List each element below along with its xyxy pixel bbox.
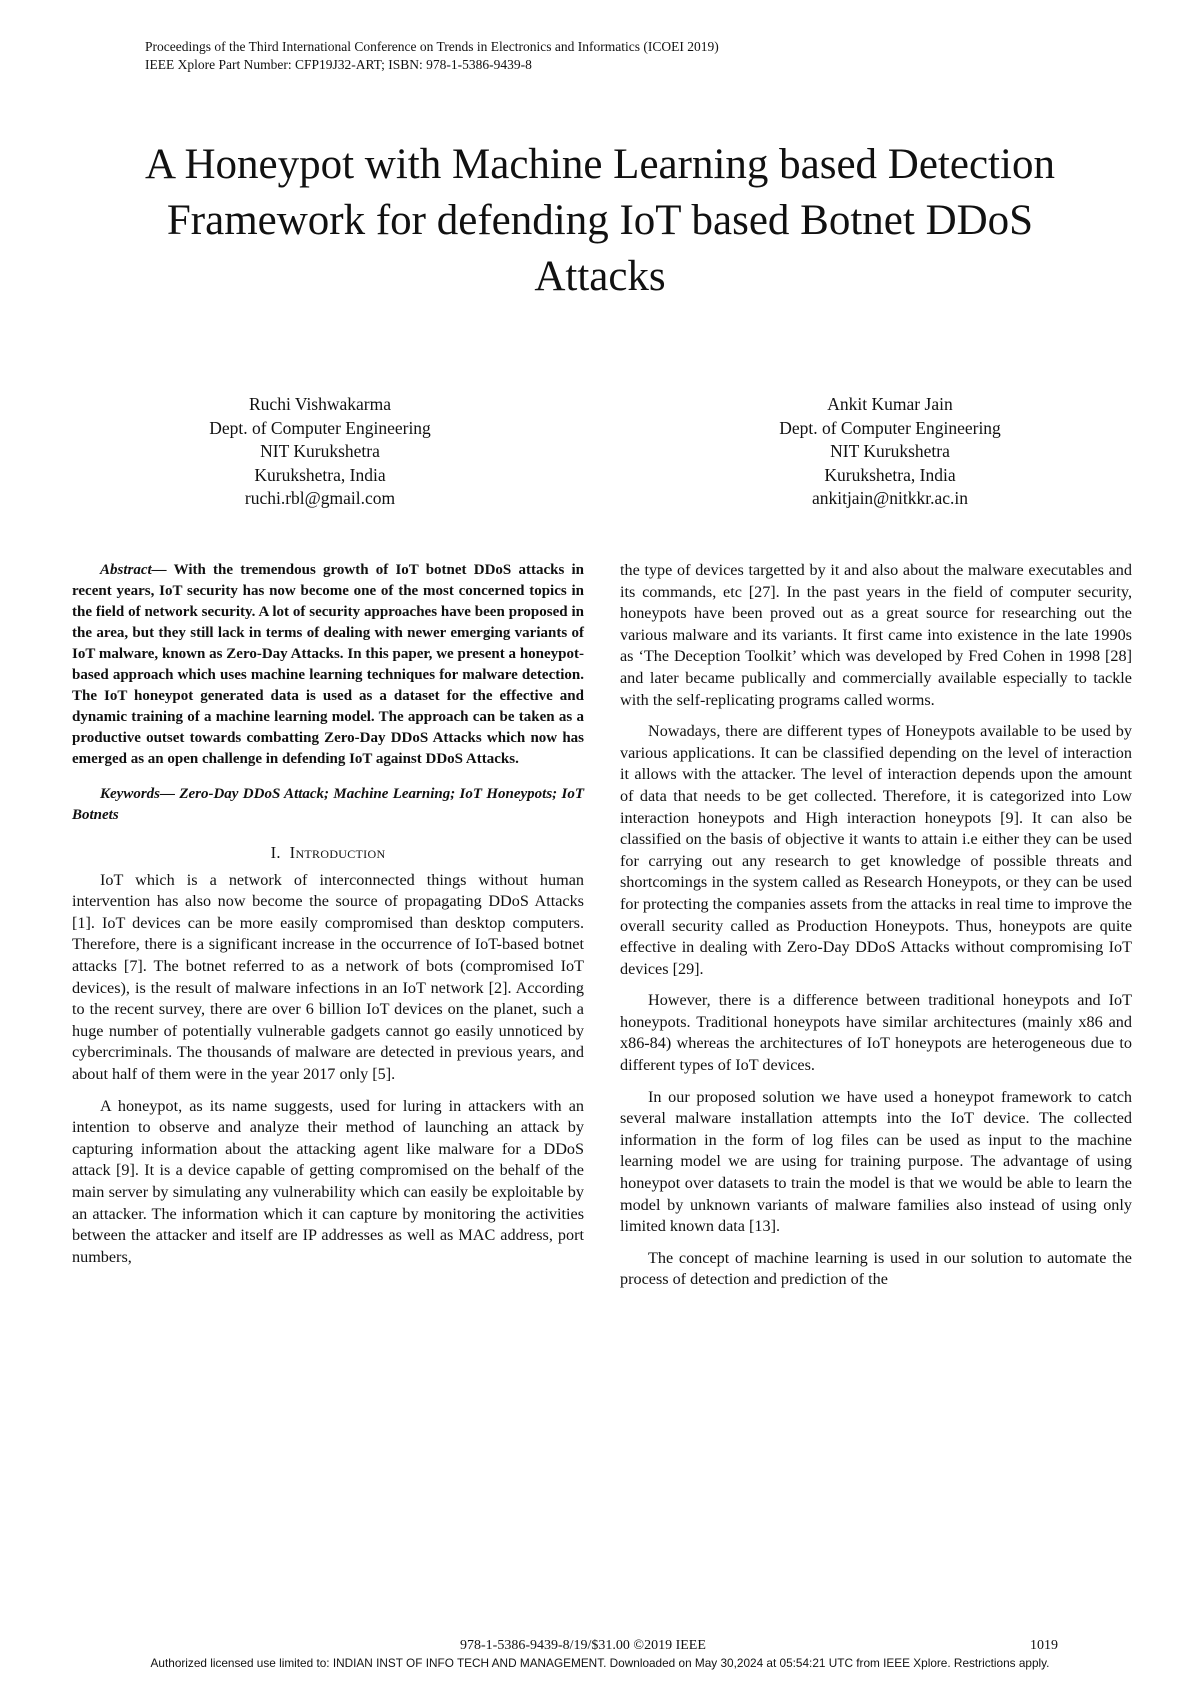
paragraph: In our proposed solution we have used a honeypot framework to catch several malware installation attempts into the IoT device. The collected information in the form of log files can be used as input to the machine learning model we are using for training purpose. The advantage of using honeypot over datasets to train the model is that we would be able to learn the model by unknown variants of malware families also instead of using only limited known data [13]. [620, 1087, 1132, 1236]
author-dept: Dept. of Computer Engineering [209, 417, 431, 438]
author-location: Kurukshetra, India [254, 464, 386, 485]
author-institute: NIT Kurukshetra [260, 441, 380, 461]
keywords-label: Keywords— [100, 786, 175, 802]
paragraph: A honeypot, as its name suggests, used for luring in attackers with an intention to observe and analyze their method of launching an attack by capturing information about the attacking agent like malware for a DDoS attack [9]. It is a device capable of getting compromised on the behalf of the main server by simulating any vulnerability which can easily be exploitable by an attacker. The information which it can capture by monitoring the activities between the attacker and itself are IP addresses as well as MAC address, port numbers, [72, 1096, 584, 1266]
abstract-text: With the tremendous growth of IoT botnet DDoS attacks in recent years, IoT security has now become one of the most concerned topics in the field of network security. A lot of security approaches have been proposed in the area, but they still lack in terms of dealing with newer emerging variants of IoT malware, known as Zero-Day Attacks. In this paper, we present a honeypot-based approach which uses machine learning techniques for malware detection. The IoT honeypot generated data is used as a dataset for the effective and dynamic training of a machine learning model. The approach can be taken as a productive outset towards combatting Zero-Day DDoS Attacks which now has emerged as an open challenge in defending IoT against DDoS Attacks. [72, 562, 584, 767]
license-notice: Authorized licensed use limited to: INDIAN INST OF INFO TECH AND MANAGEMENT. Downloaded on May 30,2024 at 05:54:21 UTC from IEEE Xplore. Restrictions apply. [150, 1656, 1050, 1670]
abstract-label: Abstract— [100, 562, 167, 578]
ieee-copyright-line: 978-1-5386-9439-8/19/$31.00 ©2019 IEEE [460, 1638, 706, 1653]
author-institute: NIT Kurukshetra [830, 441, 950, 461]
section-number: I. [270, 843, 281, 862]
author-dept: Dept. of Computer Engineering [779, 417, 1001, 438]
keywords-text: Zero-Day DDoS Attack; Machine Learning; IoT Honeypots; IoT Botnets [72, 786, 584, 823]
paragraph: IoT which is a network of interconnected things without human intervention has also now become the source of propagating DDoS Attacks [1]. IoT devices can be more easily compromised than desktop computers. Therefore, there is a significant increase in the occurrence of IoT-based botnet attacks [7]. The botnet referred to as a network of bots (compromised IoT devices), is the result of malware infections in an IoT network [2]. According to the recent survey, there are over 6 billion IoT devices on the planet, such a huge number of potentially vulnerable gadgets cannot go easily unnoticed by cybercriminals. The thousands of malware are detected in previous years, and about half of them were in the year 2017 only [5]. [72, 870, 584, 1083]
page-number: 1019 [1030, 1638, 1058, 1653]
proceedings-line: Proceedings of the Third International Conference on Trends in Electronics and Informatics (ICOEI 2019) [145, 39, 719, 54]
author-email: ankitjain@nitkkr.ac.in [811, 488, 969, 508]
author-name: Ankit Kumar Jain [827, 394, 953, 414]
paragraph: The concept of machine learning is used in our solution to automate the process of detection and prediction of the [620, 1248, 1132, 1289]
paragraph: However, there is a difference between traditional honeypots and IoT honeypots. Traditional honeypots have similar architectures (mainly x86 and x86-84) whereas the architectures of IoT honeypots are heterogeneous due to different types of IoT devices. [620, 991, 1132, 1075]
title-line: Attacks [534, 252, 666, 300]
section-title: Introduction [289, 843, 386, 862]
paper-title [60, 137, 1140, 305]
section-heading-introduction [72, 842, 584, 864]
part-number-line: IEEE Xplore Part Number: CFP19J32-ART; ISBN: 978-1-5386-9439-8 [145, 57, 532, 72]
right-column [620, 560, 1132, 1301]
left-column [72, 560, 584, 1278]
author-location: Kurukshetra, India [824, 464, 956, 485]
author-block-2 [720, 393, 1060, 511]
keywords [72, 784, 584, 826]
abstract [72, 560, 584, 770]
author-name: Ruchi Vishwakarma [249, 394, 391, 414]
author-email: ruchi.rbl@gmail.com [244, 488, 396, 508]
paragraph: Nowadays, there are different types of Honeypots available to be used by various applications. It can be classified depending on the level of interaction it allows with the attacker. The level of interaction depends upon the amount of data that needs to be get collected. Therefore, it is categorized into Low interaction honeypots and High interaction honeypots [9]. It can also be classified on the basis of objective it wants to attain i.e either they can be used for carrying out any research to get knowledge of possible threats and shortcomings in the system called as Research Honeypots, or they can be used for protecting the companies assets from the attacks in real time to improve the overall security called as Production Honeypots. Thus, honeypots are quite effective in dealing with Zero-Day DDoS Attacks without compromising IoT devices [29]. [620, 722, 1132, 978]
author-block-1 [150, 393, 490, 511]
paragraph: the type of devices targetted by it and also about the malware executables and its commands, etc [27]. In the past years in the field of computer security, honeypots have been proved out as a great source for researching out the various malware and its variants. It first came into existence in the late 1990s as ‘The Deception Toolkit’ which was developed by Fred Cohen in 1998 [28] and later became publically and commercially available especially to tackle with the self-replicating programs called worms. [620, 561, 1132, 709]
conference-header [145, 38, 719, 74]
title-line: Framework for defending IoT based Botnet DDoS [166, 196, 1034, 244]
title-line: A Honeypot with Machine Learning based Detection [145, 140, 1055, 188]
